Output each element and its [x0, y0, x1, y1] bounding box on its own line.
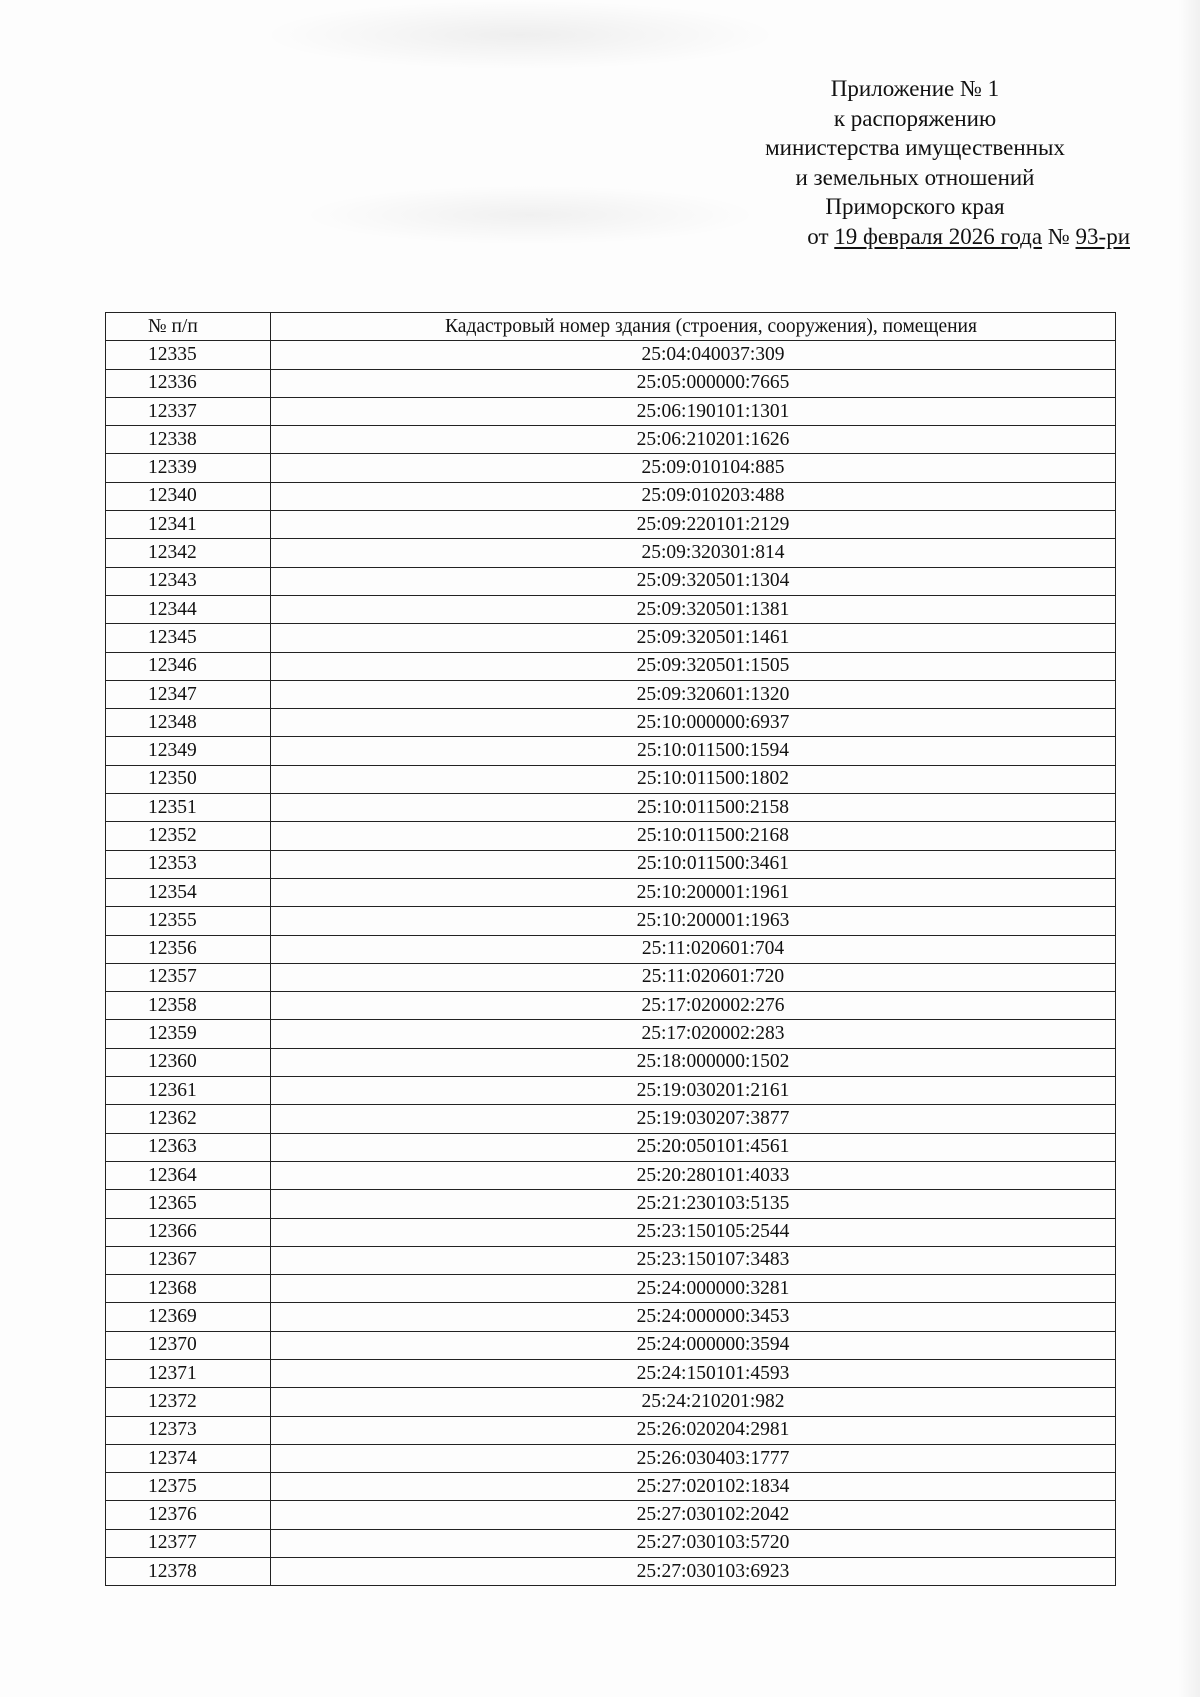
row-number-cell: 12364 — [106, 1161, 271, 1189]
row-number-cell: 12345 — [106, 624, 271, 652]
row-number-cell: 12337 — [106, 397, 271, 425]
table-row — [106, 567, 1116, 595]
cadastral-number-cell: 25:27:030103:5720 — [271, 1529, 1116, 1557]
table-row — [106, 426, 1116, 454]
row-number-cell: 12370 — [106, 1331, 271, 1359]
cadastral-number-cell: 25:10:011500:1802 — [271, 765, 1116, 793]
row-number-cell: 12362 — [106, 1105, 271, 1133]
table-row — [106, 1218, 1116, 1246]
table-row — [106, 737, 1116, 765]
row-number-cell: 12359 — [106, 1020, 271, 1048]
cadastral-table — [105, 312, 1116, 1586]
table-row — [106, 878, 1116, 906]
cadastral-number-cell: 25:10:000000:6937 — [271, 709, 1116, 737]
row-number-cell: 12378 — [106, 1558, 271, 1586]
row-number-cell: 12341 — [106, 511, 271, 539]
row-number-cell: 12366 — [106, 1218, 271, 1246]
row-number-cell: 12335 — [106, 341, 271, 369]
table-row — [106, 1133, 1116, 1161]
table-row — [106, 1529, 1116, 1557]
cadastral-number-cell: 25:24:000000:3453 — [271, 1303, 1116, 1331]
row-number-cell: 12350 — [106, 765, 271, 793]
table-row — [106, 1105, 1116, 1133]
cadastral-number-cell: 25:09:320501:1381 — [271, 595, 1116, 623]
table-row — [106, 963, 1116, 991]
row-number-cell: 12343 — [106, 567, 271, 595]
cadastral-number-cell: 25:09:010104:885 — [271, 454, 1116, 482]
cadastral-number-cell: 25:19:030201:2161 — [271, 1077, 1116, 1105]
cadastral-number-cell: 25:26:030403:1777 — [271, 1444, 1116, 1472]
cadastral-number-cell: 25:23:150105:2544 — [271, 1218, 1116, 1246]
cadastral-number-cell: 25:10:011500:2168 — [271, 822, 1116, 850]
scan-shadow-top — [260, 0, 780, 70]
table-row — [106, 595, 1116, 623]
number-prefix: № — [1047, 223, 1070, 249]
cadastral-number-cell: 25:06:190101:1301 — [271, 397, 1116, 425]
cadastral-number-cell: 25:17:020002:283 — [271, 1020, 1116, 1048]
table-row — [106, 992, 1116, 1020]
cadastral-number-cell: 25:11:020601:720 — [271, 963, 1116, 991]
table-row — [106, 539, 1116, 567]
row-number-cell: 12376 — [106, 1501, 271, 1529]
table-row — [106, 1444, 1116, 1472]
table-row — [106, 1303, 1116, 1331]
cadastral-number-cell: 25:09:320501:1304 — [271, 567, 1116, 595]
appendix-ministry: министерства имущественных — [765, 135, 1065, 160]
cadastral-number-cell: 25:24:150101:4593 — [271, 1359, 1116, 1387]
row-number-cell: 12338 — [106, 426, 271, 454]
cadastral-number-cell: 25:27:030103:6923 — [271, 1558, 1116, 1586]
table-row — [106, 652, 1116, 680]
appendix-order-ref: к распоряжению — [833, 105, 997, 131]
row-number-cell: 12374 — [106, 1444, 271, 1472]
table-row — [106, 1331, 1116, 1359]
row-number-cell: 12372 — [106, 1388, 271, 1416]
table-body — [106, 341, 1116, 1586]
appendix-ministry-cont: и земельных отношений — [795, 164, 1035, 190]
row-number-cell: 12377 — [106, 1529, 271, 1557]
row-number-cell: 12356 — [106, 935, 271, 963]
cadastral-number-cell: 25:17:020002:276 — [271, 992, 1116, 1020]
table-row — [106, 1501, 1116, 1529]
table-row — [106, 482, 1116, 510]
row-number-cell: 12361 — [106, 1077, 271, 1105]
appendix-header — [690, 74, 1140, 251]
table-row — [106, 397, 1116, 425]
order-date: 19 февраля 2026 года — [834, 223, 1043, 249]
row-number-cell: 12352 — [106, 822, 271, 850]
row-number-cell: 12346 — [106, 652, 271, 680]
cadastral-table-wrapper — [105, 312, 1115, 1586]
date-prefix: от — [807, 223, 829, 249]
row-number-cell: 12373 — [106, 1416, 271, 1444]
table-row — [106, 454, 1116, 482]
appendix-date-line — [690, 222, 1140, 252]
row-number-cell: 12355 — [106, 907, 271, 935]
table-row — [106, 822, 1116, 850]
cadastral-number-cell: 25:04:040037:309 — [271, 341, 1116, 369]
table-row — [106, 1473, 1116, 1501]
cadastral-number-cell: 25:05:000000:7665 — [271, 369, 1116, 397]
row-number-cell: 12358 — [106, 992, 271, 1020]
column-header-number: № п/п — [106, 313, 271, 341]
cadastral-number-cell: 25:10:011500:2158 — [271, 794, 1116, 822]
row-number-cell: 12363 — [106, 1133, 271, 1161]
cadastral-number-cell: 25:23:150107:3483 — [271, 1246, 1116, 1274]
column-header-cadastral: Кадастровый номер здания (строения, сооружения), помещения — [271, 313, 1116, 341]
cadastral-number-cell: 25:18:000000:1502 — [271, 1048, 1116, 1076]
cadastral-number-cell: 25:09:320301:814 — [271, 539, 1116, 567]
table-row — [106, 341, 1116, 369]
row-number-cell: 12342 — [106, 539, 271, 567]
cadastral-number-cell: 25:21:230103:5135 — [271, 1190, 1116, 1218]
row-number-cell: 12375 — [106, 1473, 271, 1501]
row-number-cell: 12354 — [106, 878, 271, 906]
row-number-cell: 12339 — [106, 454, 271, 482]
cadastral-number-cell: 25:09:320501:1461 — [271, 624, 1116, 652]
cadastral-number-cell: 25:24:000000:3594 — [271, 1331, 1116, 1359]
table-row — [106, 850, 1116, 878]
cadastral-number-cell: 25:10:011500:1594 — [271, 737, 1116, 765]
cadastral-number-cell: 25:11:020601:704 — [271, 935, 1116, 963]
row-number-cell: 12369 — [106, 1303, 271, 1331]
table-row — [106, 511, 1116, 539]
table-row — [106, 794, 1116, 822]
scan-shadow-right-edge — [1178, 0, 1200, 1697]
cadastral-number-cell: 25:09:010203:488 — [271, 482, 1116, 510]
table-row — [106, 624, 1116, 652]
cadastral-number-cell: 25:26:020204:2981 — [271, 1416, 1116, 1444]
table-row — [106, 1048, 1116, 1076]
table-row — [106, 907, 1116, 935]
cadastral-number-cell: 25:27:020102:1834 — [271, 1473, 1116, 1501]
row-number-cell: 12371 — [106, 1359, 271, 1387]
cadastral-number-cell: 25:19:030207:3877 — [271, 1105, 1116, 1133]
row-number-cell: 12357 — [106, 963, 271, 991]
row-number-cell: 12349 — [106, 737, 271, 765]
table-row — [106, 1020, 1116, 1048]
table-row — [106, 369, 1116, 397]
table-row — [106, 680, 1116, 708]
cadastral-number-cell: 25:10:200001:1963 — [271, 907, 1116, 935]
row-number-cell: 12348 — [106, 709, 271, 737]
cadastral-number-cell: 25:24:000000:3281 — [271, 1275, 1116, 1303]
table-row — [106, 1558, 1116, 1586]
table-row — [106, 1359, 1116, 1387]
table-row — [106, 1275, 1116, 1303]
table-row — [106, 765, 1116, 793]
table-row — [106, 1416, 1116, 1444]
row-number-cell: 12365 — [106, 1190, 271, 1218]
table-header-row — [106, 313, 1116, 341]
row-number-cell: 12367 — [106, 1246, 271, 1274]
cadastral-number-cell: 25:09:320501:1505 — [271, 652, 1116, 680]
row-number-cell: 12340 — [106, 482, 271, 510]
cadastral-number-cell: 25:10:200001:1961 — [271, 878, 1116, 906]
cadastral-number-cell: 25:09:220101:2129 — [271, 511, 1116, 539]
table-row — [106, 1388, 1116, 1416]
row-number-cell: 12368 — [106, 1275, 271, 1303]
table-row — [106, 1190, 1116, 1218]
cadastral-number-cell: 25:09:320601:1320 — [271, 680, 1116, 708]
cadastral-number-cell: 25:20:280101:4033 — [271, 1161, 1116, 1189]
table-row — [106, 1077, 1116, 1105]
cadastral-number-cell: 25:27:030102:2042 — [271, 1501, 1116, 1529]
cadastral-number-cell: 25:20:050101:4561 — [271, 1133, 1116, 1161]
cadastral-number-cell: 25:10:011500:3461 — [271, 850, 1116, 878]
table-row — [106, 709, 1116, 737]
row-number-cell: 12351 — [106, 794, 271, 822]
table-row — [106, 935, 1116, 963]
cadastral-number-cell: 25:06:210201:1626 — [271, 426, 1116, 454]
row-number-cell: 12347 — [106, 680, 271, 708]
cadastral-number-cell: 25:24:210201:982 — [271, 1388, 1116, 1416]
row-number-cell: 12353 — [106, 850, 271, 878]
row-number-cell: 12336 — [106, 369, 271, 397]
table-row — [106, 1246, 1116, 1274]
appendix-title: Приложение № 1 — [830, 76, 1000, 101]
order-number: 93-ри — [1075, 223, 1130, 249]
row-number-cell: 12360 — [106, 1048, 271, 1076]
table-row — [106, 1161, 1116, 1189]
appendix-region: Приморского края — [825, 194, 1005, 219]
row-number-cell: 12344 — [106, 595, 271, 623]
